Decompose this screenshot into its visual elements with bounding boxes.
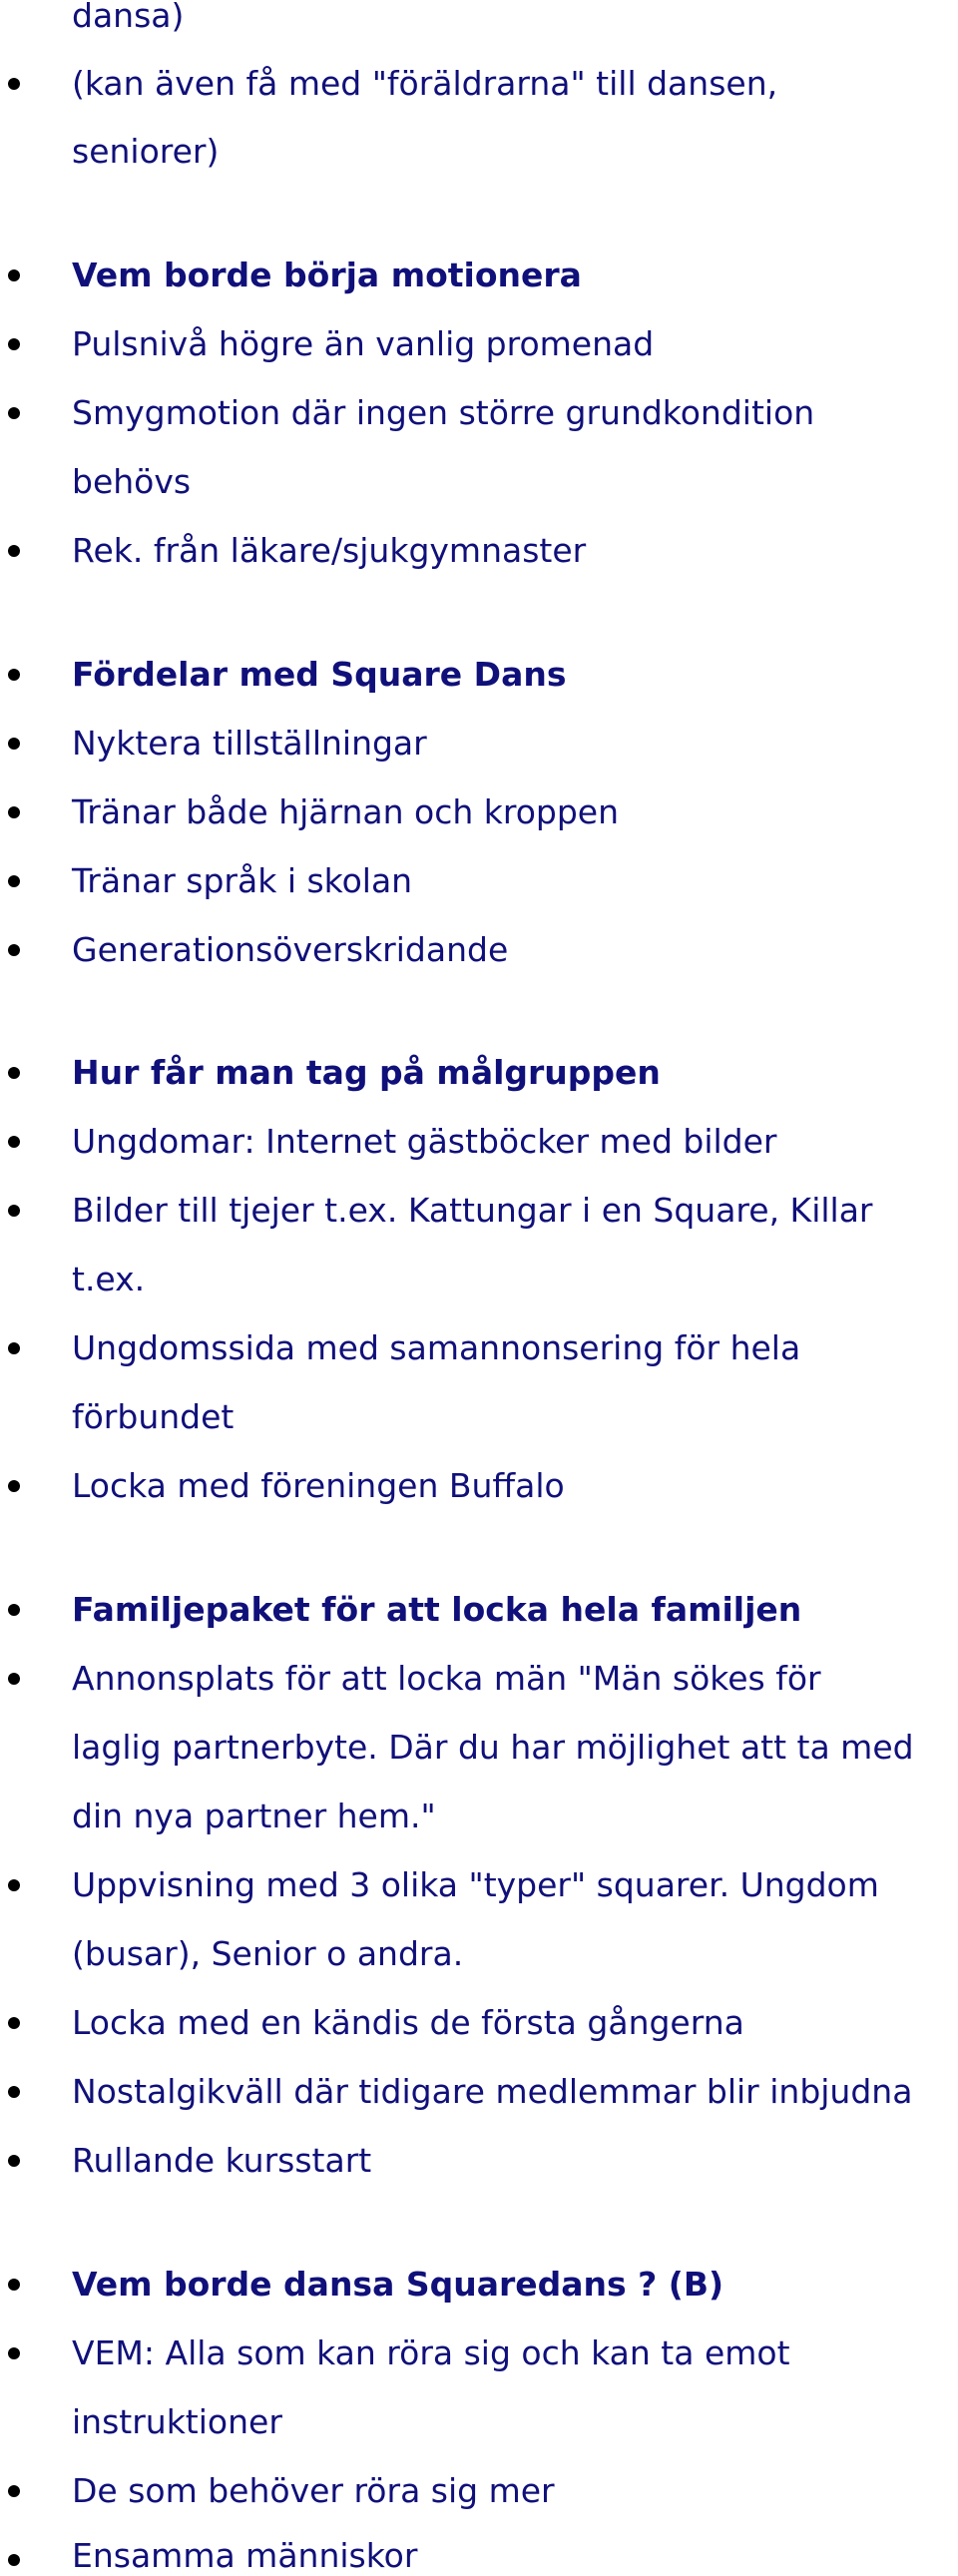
text-line: instruktioner (72, 2402, 282, 2441)
bullet-icon (8, 2155, 20, 2167)
text-line: t.ex. (72, 1260, 146, 1298)
section-heading: Vem borde dansa Squaredans ? (B) (72, 2265, 724, 2304)
bullet-icon (8, 269, 20, 281)
bullet-icon (8, 1136, 20, 1148)
text-line: Annonsplats för att locka män "Män sökes för (72, 1659, 821, 1698)
bullet-icon (8, 2347, 20, 2359)
bullet-icon (8, 1067, 20, 1079)
bullet-icon (8, 738, 20, 750)
text-line: Bilder till tjejer t.ex. Kattungar i en Square, Killar (72, 1191, 873, 1230)
section-heading: Fördelar med Square Dans (72, 655, 567, 694)
bullet-icon (8, 1673, 20, 1685)
text-line: Nyktera tillställningar (72, 724, 427, 763)
text-line: Tränar både hjärnan och kroppen (72, 792, 620, 831)
text-line: förbundet (72, 1397, 235, 1436)
bullet-icon (8, 78, 20, 90)
text-line: Tränar språk i skolan (72, 861, 413, 900)
bullet-icon (8, 944, 20, 956)
text-line: Uppvisning med 3 olika "typer" squarer. Ungdom (72, 1865, 879, 1904)
text-line: (kan även få med "föräldrarna" till dansen, (72, 64, 778, 103)
section-heading: Familjepaket för att locka hela familjen (72, 1590, 802, 1629)
bullet-icon (8, 2485, 20, 2497)
text-line: Ungdomssida med samannonsering för hela (72, 1328, 801, 1367)
section-heading: Hur får man tag på målgruppen (72, 1053, 661, 1092)
text-line: Generationsöverskridande (72, 930, 509, 969)
text-line: Locka med en kändis de första gångerna (72, 2003, 744, 2042)
bullet-icon (8, 1879, 20, 1891)
text-line: De som behöver röra sig mer (72, 2471, 555, 2510)
text-line: (busar), Senior o andra. (72, 1934, 464, 1973)
bullet-icon (8, 338, 20, 350)
text-line: behövs (72, 462, 192, 501)
bullet-icon (8, 1480, 20, 1492)
bullet-icon (8, 1205, 20, 1217)
text-line: Smygmotion där ingen större grundkondition (72, 393, 815, 432)
text-line: Ensamma människor (72, 2536, 418, 2575)
bullet-icon (8, 875, 20, 887)
bullet-icon (8, 2086, 20, 2098)
text-line: din nya partner hem." (72, 1797, 436, 1835)
text-line: Pulsnivå högre än vanlig promenad (72, 324, 655, 363)
text-line: Nostalgikväll där tidigare medlemmar blir inbjudna (72, 2072, 913, 2111)
section-heading: Vem borde börja motionera (72, 256, 582, 294)
bullet-icon (8, 2279, 20, 2291)
bullet-icon (8, 545, 20, 557)
bullet-icon (8, 669, 20, 681)
bullet-icon (8, 806, 20, 818)
text-line: VEM: Alla som kan röra sig och kan ta emot (72, 2333, 790, 2372)
text-line: Rullande kursstart (72, 2141, 372, 2180)
bullet-icon (8, 2017, 20, 2029)
bullet-icon (8, 2554, 20, 2566)
text-line: seniorer) (72, 132, 220, 171)
text-line: Rek. från läkare/sjukgymnaster (72, 531, 587, 570)
bullet-icon (8, 1342, 20, 1354)
text-line: Ungdomar: Internet gästböcker med bilder (72, 1122, 777, 1161)
bullet-icon (8, 407, 20, 419)
text-line: laglig partnerbyte. Där du har möjlighet att ta med (72, 1728, 914, 1767)
bullet-icon (8, 1604, 20, 1616)
text-line: dansa) (72, 0, 185, 35)
text-line: Locka med föreningen Buffalo (72, 1466, 565, 1505)
